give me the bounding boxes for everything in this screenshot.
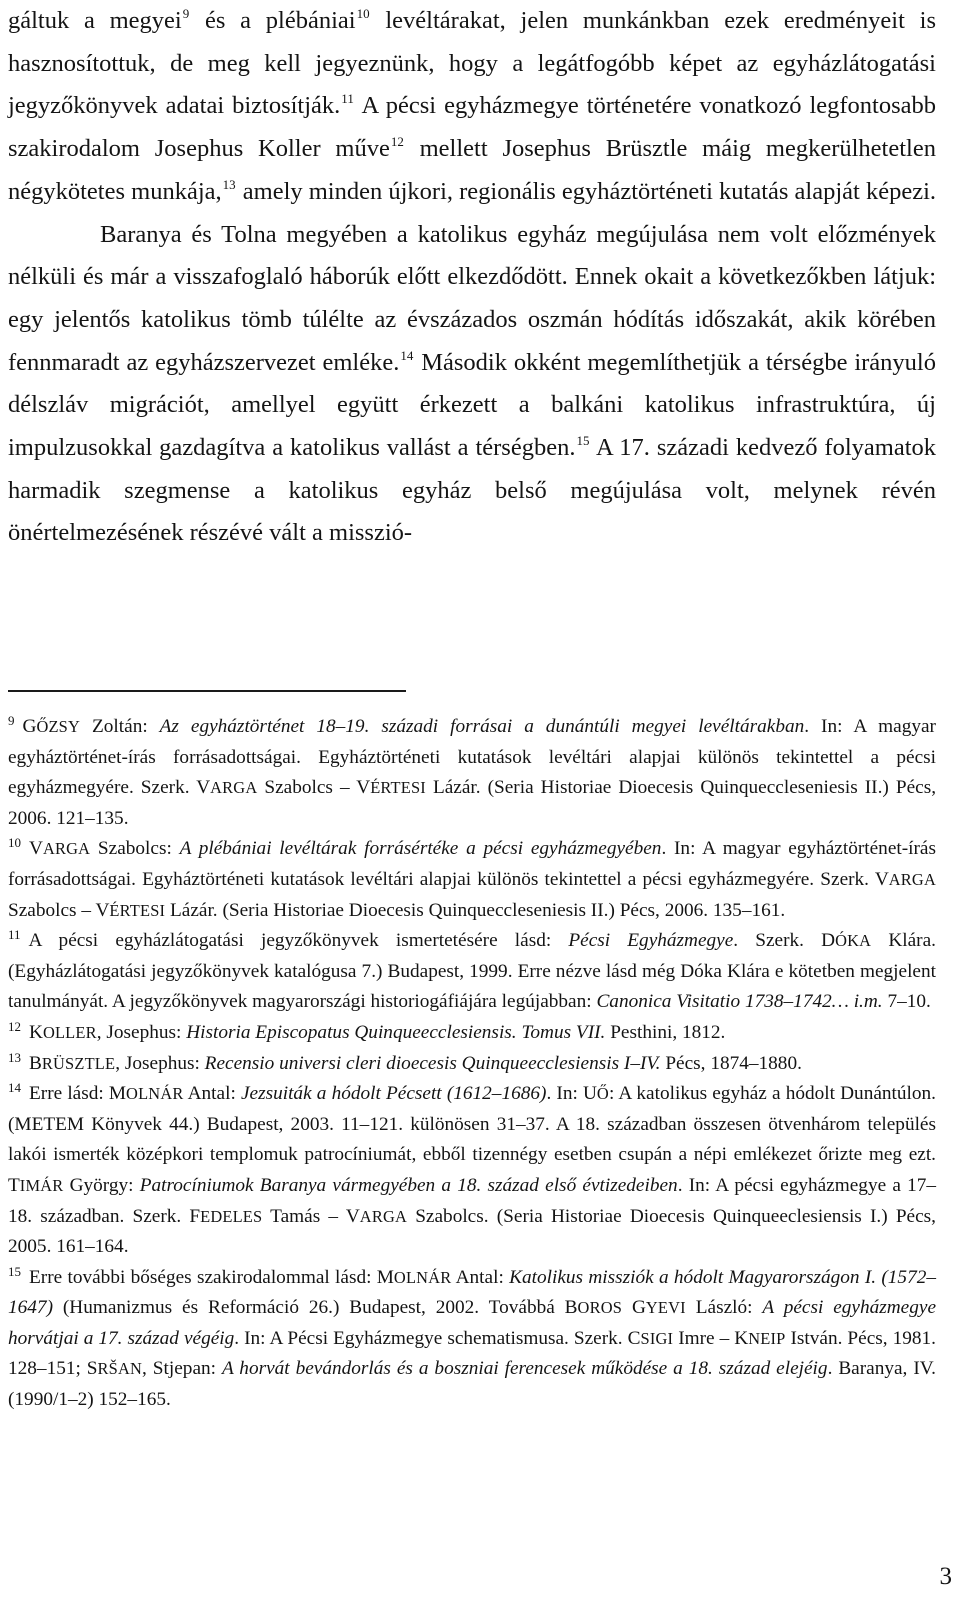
text-run: Zoltán: bbox=[80, 716, 160, 737]
footnote-separator bbox=[8, 690, 406, 692]
text-run: Erre további bőséges szakirodalommal lásd: M bbox=[29, 1266, 394, 1288]
footnote-ref-10[interactable]: 10 bbox=[356, 6, 370, 21]
name-smallcaps: OROS bbox=[577, 1298, 623, 1318]
text-run: mellett Josephus Brüsztle máig megkerülhetetlen négykötetes munkája, bbox=[8, 135, 936, 205]
text-run: Szabolcs – V bbox=[257, 777, 371, 799]
footnote-ref-14[interactable]: 14 bbox=[400, 347, 414, 363]
text-run: Pesthini, 1812. bbox=[605, 1021, 726, 1043]
name-smallcaps: OLNÁR bbox=[393, 1267, 452, 1287]
name-smallcaps: EDELES bbox=[200, 1206, 263, 1226]
footnote-number: 11 bbox=[8, 927, 21, 943]
name-smallcaps: NEIP bbox=[748, 1328, 786, 1348]
text-run: 7–10. bbox=[882, 991, 931, 1013]
footnote-number: 14 bbox=[8, 1080, 21, 1096]
name-smallcaps: IMÁR bbox=[19, 1175, 64, 1195]
work-title: A pécsi egyházmegye horvátjai a 17. század végéig bbox=[8, 1297, 936, 1349]
footnotes bbox=[8, 712, 936, 1416]
footnote-number: 13 bbox=[8, 1049, 21, 1065]
text-run: László: bbox=[685, 1297, 763, 1319]
footnote-ref-12[interactable]: 12 bbox=[390, 134, 404, 150]
work-title: Jezsuiták a hódolt Pécsett (1612–1686) bbox=[240, 1083, 547, 1105]
text-run: (Humanizmus és Reformáció 26.) Budapest, 2002. Továbbá B bbox=[52, 1297, 578, 1319]
footnote-ref-13[interactable]: 13 bbox=[222, 176, 236, 192]
name-smallcaps: ÓKA bbox=[835, 931, 872, 951]
text-run: Szabolcs: bbox=[90, 838, 180, 860]
text-run: Antal: bbox=[451, 1266, 510, 1288]
footnote-ref-11[interactable]: 11 bbox=[341, 91, 354, 107]
footnote-15 bbox=[8, 1263, 936, 1416]
text-run: György: bbox=[63, 1174, 140, 1196]
name-smallcaps: ÉRTESI bbox=[370, 778, 426, 798]
footnote-9 bbox=[8, 712, 936, 834]
author-smallcaps: ARGA bbox=[42, 839, 91, 859]
text-run: Lázár. (Seria Historiae Dioecesis Quinqueccleseniesis II.) Pécs, 2006. 135–161. bbox=[165, 899, 786, 921]
text-run: levéltárakat, jelen munkánkban ezek eredményeit is hasznosítottuk, de meg kell jegyeznünk, hogy a legátfogóbb képet az egyházlátogatási jegyzőkönyvek adatai biztosítják. bbox=[8, 7, 937, 120]
footnote-13 bbox=[8, 1049, 936, 1080]
name-smallcaps: ARGA bbox=[359, 1206, 408, 1226]
footnote-14 bbox=[8, 1079, 936, 1263]
text-run: Szabolcs. (Seria Historiae Dioecesis Quinqueeclesiensis I.) Pécs, 2005. 161–164. bbox=[8, 1205, 936, 1258]
main-text bbox=[8, 0, 936, 555]
text-run: amely minden újkori, regionális egyháztörténeti kutatás alapját képezi. bbox=[236, 177, 937, 205]
text-run: A pécsi egyházmegye történetére vonatkozó legfontosabb szakirodalom Josephus Koller műve bbox=[8, 92, 936, 163]
name-smallcaps: Ő bbox=[596, 1084, 609, 1104]
text-run: és a plébániai bbox=[190, 7, 356, 34]
work-title: Pécsi Egyházmegye bbox=[568, 930, 734, 952]
work-title: Historia Episcopatus Quinqueecclesiensis. Tomus VII. bbox=[186, 1021, 606, 1043]
text-run: Szabolcs – V bbox=[8, 899, 110, 921]
work-title: Katolikus missziók a hódolt Magyarországon I. (1572–1647) bbox=[8, 1266, 936, 1319]
author-smallcaps: OLLER bbox=[42, 1022, 97, 1042]
footnote-number: 10 bbox=[8, 835, 21, 851]
author-initial: K bbox=[29, 1021, 43, 1043]
text-run: A pécsi egyházlátogatási jegyzőkönyvek ismertetésére lásd: bbox=[28, 930, 569, 952]
text-run: A 17. századi kedvező folyamatok harmadik szegmense a katolikus egyház belső megújulása volt, melynek révén önértelmezésének részévé vált a misszió- bbox=[8, 434, 937, 547]
author-initial: V bbox=[29, 838, 43, 860]
paragraph-2 bbox=[8, 214, 936, 556]
work-title: Recensio universi cleri dioecesis Quinqueecclesiensis I–IV. bbox=[204, 1052, 661, 1074]
work-title: A plébániai levéltárak forrásértéke a pécsi egyházmegyében bbox=[179, 838, 662, 860]
work-title: A horvát bevándorlás és a boszniai ferencesek működése a 18. század elejéig bbox=[221, 1358, 828, 1380]
text-run: . In: A pécsi egyházmegye a 17–18. században. Szerk. F bbox=[8, 1174, 937, 1227]
author-smallcaps: ŐZSY bbox=[36, 717, 81, 736]
text-run: . In: A magyar egyháztörténet-írás forrásadottságai. Egyháztörténeti kutatások levéltári alapjai különös tekintettel a pécsi egyházmegyére. Szerk. V bbox=[8, 838, 936, 890]
text-run: Baranya és Tolna megyében a katolikus egyház megújulása nem volt előzmények nélküli és már a visszafoglaló háborúk előtt elkezdődött. Ennek okait a következőkben látjuk: egy jelentős katolikus tömb túlélte az évszázados oszmán hódítás időszakát, akik körében fennmaradt az egyházszervezet emléke. bbox=[8, 220, 936, 376]
footnote-ref-15[interactable]: 15 bbox=[576, 433, 590, 449]
work-title: Patrocíniumok Baranya vármegyében a 18. század első évtizedeiben bbox=[139, 1174, 678, 1196]
text-run: Pécs, 1874–1880. bbox=[660, 1052, 802, 1074]
text-run: Erre lásd: M bbox=[29, 1083, 127, 1105]
text-run: Lázár. (Seria Historiae Dioecesis Quinqueccleseniesis II.) Pécs, 2006. 121–135. bbox=[8, 777, 937, 829]
footnote-number: 9 bbox=[8, 713, 15, 728]
name-smallcaps: OLNÁR bbox=[126, 1084, 184, 1104]
name-smallcaps: ÉRTESI bbox=[109, 900, 166, 920]
footnote-11 bbox=[8, 926, 936, 1018]
text-run: . Szerk. D bbox=[733, 930, 836, 952]
page-number: 3 bbox=[939, 1563, 952, 1590]
text-run: , Josephus: bbox=[96, 1021, 187, 1043]
footnote-ref-9[interactable]: 9 bbox=[182, 6, 190, 21]
footnote-number: 12 bbox=[8, 1018, 21, 1034]
footnote-number: 15 bbox=[8, 1263, 21, 1279]
text-run: István. Pécs, 1981. 128–151; S bbox=[8, 1327, 936, 1380]
text-run: Imre – K bbox=[673, 1327, 749, 1349]
name-smallcaps: ARGA bbox=[888, 869, 936, 889]
text-run: , Stjepan: bbox=[142, 1358, 222, 1380]
text-run: . In: A Pécsi Egyházmegye schematismusa. Szerk. C bbox=[234, 1327, 641, 1349]
name-smallcaps: YEVI bbox=[645, 1298, 686, 1318]
text-run: Antal: bbox=[183, 1083, 241, 1105]
work-title: Az egyháztörténet 18–19. századi forrásai a dunántúli megyei levéltárakban bbox=[159, 716, 805, 737]
text-run: : A katolikus egyház a hódolt Dunántúlon. (METEM Könyvek 44.) Budapest, 2003. 11–121. különösen 31–37. A 18. században összesen ötvenhárom település lakói ismerték középkori templomuk patrocíniumát, ebből tizennégy esetben csupán a népi emlékezet őrizte meg ezt. T bbox=[8, 1083, 936, 1196]
text-run: G bbox=[622, 1297, 646, 1319]
paragraph-1 bbox=[8, 0, 936, 214]
text-run: . Baranya, IV. (1990/1–2) 152–165. bbox=[8, 1358, 936, 1411]
author-initial: B bbox=[29, 1052, 42, 1074]
text-run: Második okként megemlíthetjük a térségbe irányuló délszláv migrációt, amellyel együtt érkezett a balkáni katolikus infrastruktúra, új impulzusokkal gazdagítva a katolikus vallást a térségben. bbox=[8, 348, 936, 462]
footnote-12 bbox=[8, 1018, 936, 1049]
name-smallcaps: RŠAN bbox=[97, 1359, 143, 1379]
name-smallcaps: SIGI bbox=[640, 1328, 674, 1348]
text-run: . In: A magyar egyháztörténet-írás forrásadottságai. Egyháztörténeti kutatások levéltári alapjai különös tekintettel a pécsi egyházmegyére. Szerk. V bbox=[8, 716, 936, 799]
work-title: Canonica Visitatio 1738–1742… i.m. bbox=[596, 991, 883, 1013]
text-run: , Josephus: bbox=[115, 1052, 205, 1074]
text-run: gáltuk a megyei bbox=[8, 7, 182, 34]
text-run: Klára. (Egyházlátogatási jegyzőkönyvek katalógusa 7.) Budapest, 1999. Erre nézve lásd még Dóka Klára e kötetben megjelent tanulmányát. A jegyzőkönyvek magyarországi historiogáfiájára legújabban: bbox=[8, 930, 936, 1013]
text-run: . In: U bbox=[546, 1083, 597, 1105]
footnote-10 bbox=[8, 834, 936, 926]
name-smallcaps: ARGA bbox=[210, 778, 258, 798]
author-initial: G bbox=[22, 716, 37, 737]
author-smallcaps: RÜSZTLE bbox=[41, 1053, 116, 1073]
text-run: Tamás – V bbox=[262, 1205, 360, 1227]
